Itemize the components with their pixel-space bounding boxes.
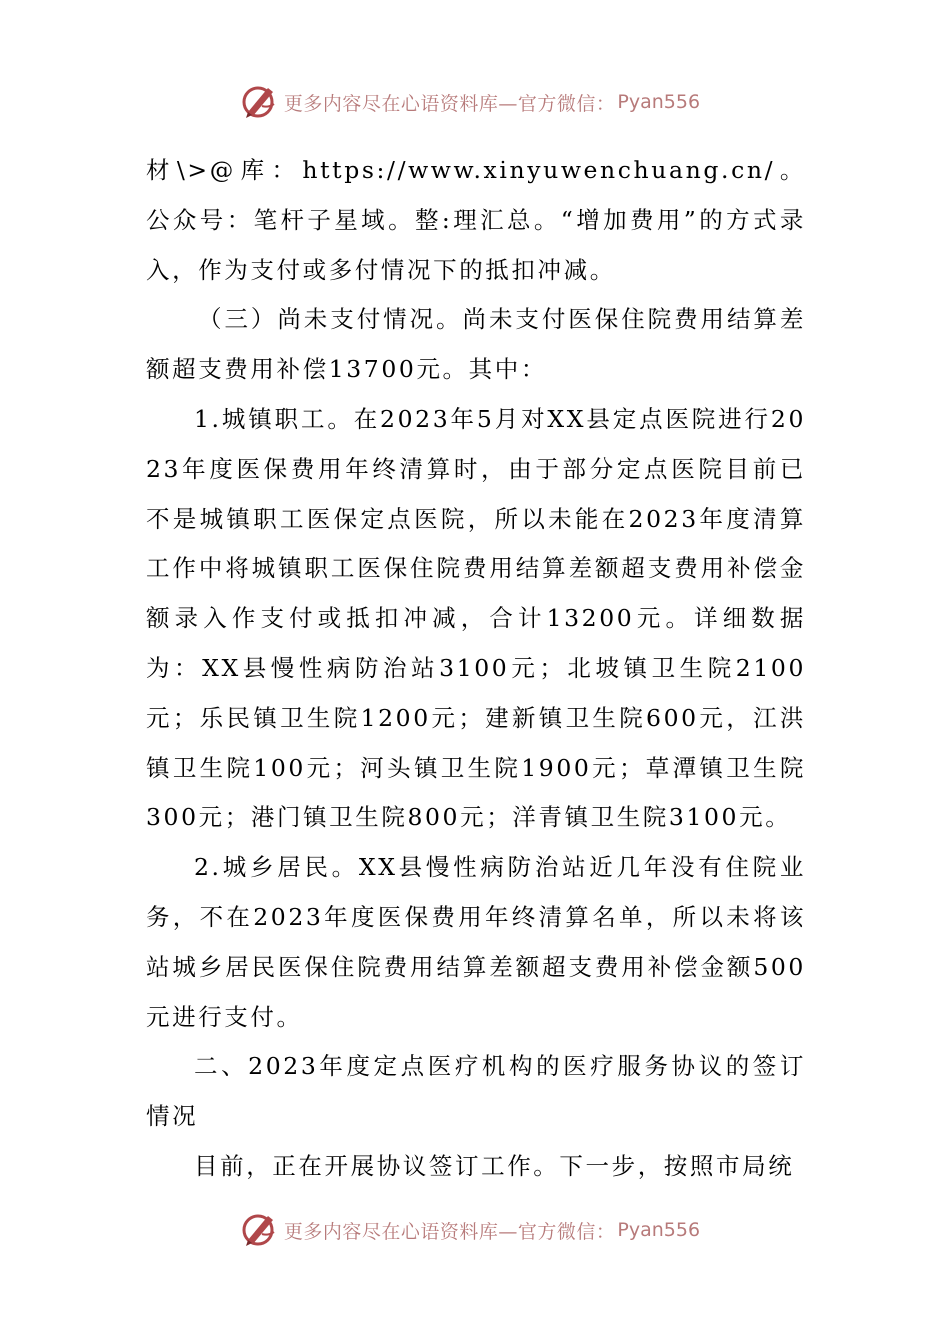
watermark-wechat-id: Pyan556 bbox=[617, 1219, 701, 1241]
paragraph-urban-rural-residents: 2.城乡居民。XX县慢性病防治站近几年没有住院业务，不在2023年度医保费用年终清算名单，所以未将该站城乡居民医保住院费用结算差额超支费用补偿金额500元进行支付。 bbox=[146, 853, 806, 1031]
watermark-text: 更多内容尽在心语资料库—官方微信： bbox=[283, 92, 616, 115]
paragraph-continuation: 材\>@库：https://www.xinyuwenchuang.cn/。公众号：笔杆子星域。整:理汇总。“增加费用”的方式录入，作为支付或多付情况下的抵扣冲减。 bbox=[146, 156, 806, 284]
watermark-footer bbox=[0, 1210, 950, 1250]
watermark-text: 更多内容尽在心语资料库—官方微信： bbox=[283, 1220, 616, 1243]
watermark-header bbox=[0, 82, 950, 122]
paragraph-next-steps: 目前，正在开展协议签订工作。下一步，按照市局统 bbox=[194, 1151, 795, 1180]
section-heading-agreements: 二、2023年度定点医疗机构的医疗服务协议的签订情况 bbox=[146, 1052, 806, 1131]
pen-logo-icon bbox=[240, 1210, 280, 1250]
watermark-wechat-id: Pyan556 bbox=[617, 91, 701, 113]
paragraph-unpaid-status: （三）尚未支付情况。尚未支付医保住院费用结算差额超支费用补偿13700元。其中： bbox=[146, 305, 806, 384]
paragraph-urban-employees: 1.城镇职工。在2023年5月对XX县定点医院进行2023年度医保费用年终清算时，由于部分定点医院目前已不是城镇职工医保定点医院，所以未能在2023年度清算工作中将城镇职工医保住院费用结算差额超支费用补偿金额录入作支付或抵扣冲减，合计13200元。详细数据为：XX县慢性病防治站3100元；北坡镇卫生院2100元；乐民镇卫生院1200元；建新镇卫生院600元，江洪镇卫生院100元；河头镇卫生院1900元；草潭镇卫生院300元；港门镇卫生院800元；洋青镇卫生院3100元。 bbox=[146, 404, 806, 832]
pen-logo-icon bbox=[240, 82, 280, 122]
document-body bbox=[146, 146, 806, 1192]
